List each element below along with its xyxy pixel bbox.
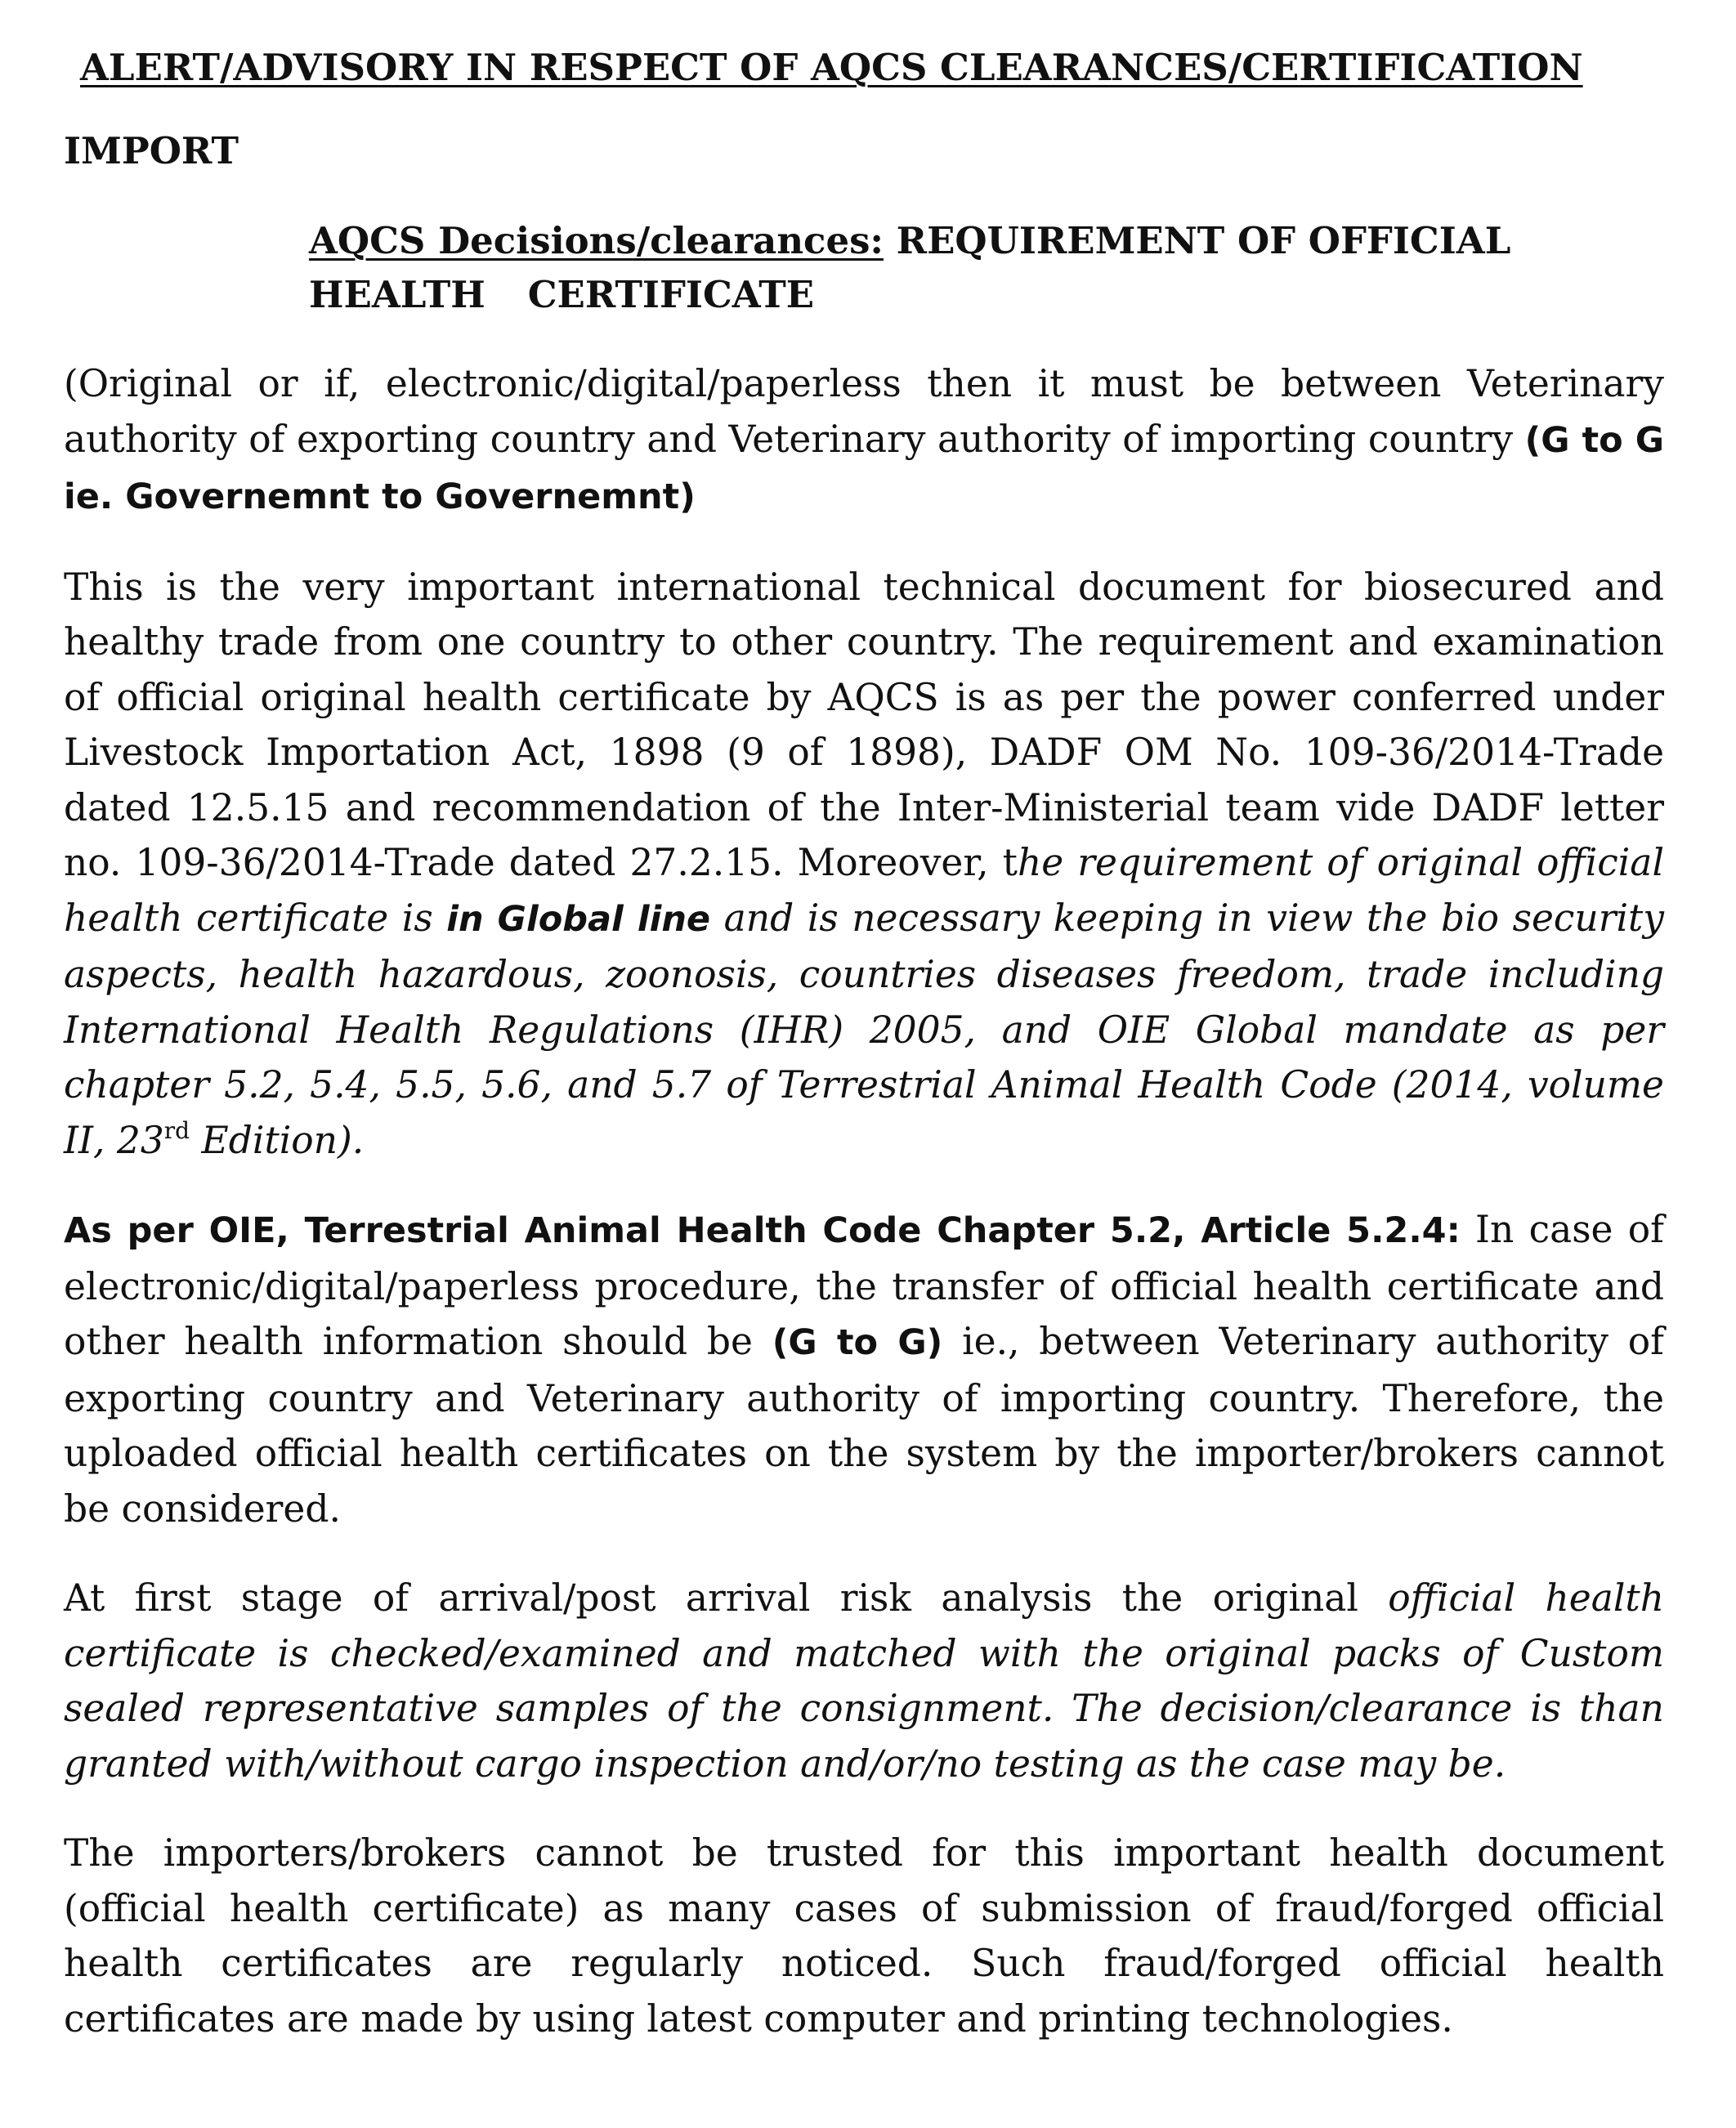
para2-italic2: and is necessary keeping in view the bio security aspects, health hazardous, zoonosis, countries diseases freedom, trade including International Health Regulations (IHR) 2005, and OIE Global mandate as per chapter 5.2, 5.4, 5.5, 5.6, and 5.7 of Terrestrial Animal Health Code (2014, volume II, 23 bbox=[64, 896, 1664, 1162]
para3-bold-mid: (G to G) bbox=[772, 1322, 943, 1363]
para2-italic3: Edition). bbox=[190, 1118, 365, 1162]
para3-text1: In case of electronic/digital/paperless procedure, the transfer of official health certificate and other health information should be bbox=[64, 1208, 1664, 1363]
para2-italic1: he requirement of original official health certificate is bbox=[64, 841, 1664, 940]
paragraph-oie-article bbox=[64, 1202, 1664, 1536]
para3-bold-lead: As per OIE, Terrestrial Animal Health Code Chapter 5.2, Article 5.2.4: bbox=[64, 1210, 1461, 1251]
paragraph-fraud-warning bbox=[64, 1826, 1664, 2046]
subheading bbox=[309, 214, 1664, 322]
document-page bbox=[64, 42, 1664, 2046]
para1-text: (Original or if, electronic/digital/paperless then it must be between Veterinary authority of exporting country and Veterinary authority of importing country bbox=[64, 362, 1664, 461]
para2-text: This is the very important international technical document for biosecured and healthy trade from one country to other country. The requirement and examination of official original health certificate by AQCS is as per the power conferred under Livestock Importation Act, 1898 (9 of 1898), DADF OM No. 109-36/2014-Trade dated 12.5.15 and recommendation of the Inter-Ministerial team vide DADF letter no. 109-36/2014-Trade dated 27.2.15. Moreover, t bbox=[64, 565, 1664, 884]
section-label-import: IMPORT bbox=[64, 129, 239, 172]
para4-text: At first stage of arrival/post arrival risk analysis the original bbox=[64, 1576, 1389, 1620]
para4-italic: official health certificate is checked/examined and matched with the original packs of Custom sealed representative samples of the consignment. The decision/clearance is than granted with/without cargo inspection and/or/no testing as the case may be. bbox=[64, 1576, 1664, 1786]
subheading-certificate: CERTIFICATE bbox=[527, 273, 815, 316]
para3-text2: ie., between Veterinary authority of exporting country and Veterinary authority of importing country. Therefore, the uploaded official health certificates on the system by the importer/brokers cannot be considered. bbox=[64, 1320, 1664, 1531]
paragraph-first-stage bbox=[64, 1571, 1664, 1791]
subheading-underlined: AQCS Decisions/clearances: bbox=[309, 219, 884, 262]
para2-sup: rd bbox=[163, 1116, 190, 1144]
paragraph-importance bbox=[64, 560, 1664, 1169]
subheading-line1: REQUIREMENT OF OFFICIAL bbox=[884, 219, 1511, 262]
document-title: ALERT/ADVISORY IN RESPECT OF AQCS CLEARANCES/CERTIFICATION bbox=[80, 46, 1583, 89]
para2-bold-italic: in Global line bbox=[446, 898, 711, 940]
subheading-health: HEALTH bbox=[309, 273, 485, 316]
para1-bold: (G to G ie. Governemnt to Governemnt) bbox=[64, 419, 1664, 517]
para5-text: The importers/brokers cannot be trusted for this important health document (official health certificate) as many cases of submission of fraud/forged official health certificates are regularly noticed. Such fraud/forged official health certificates are made by using latest computer and printing technologies. bbox=[64, 1831, 1664, 2041]
paragraph-original-note bbox=[64, 356, 1664, 525]
